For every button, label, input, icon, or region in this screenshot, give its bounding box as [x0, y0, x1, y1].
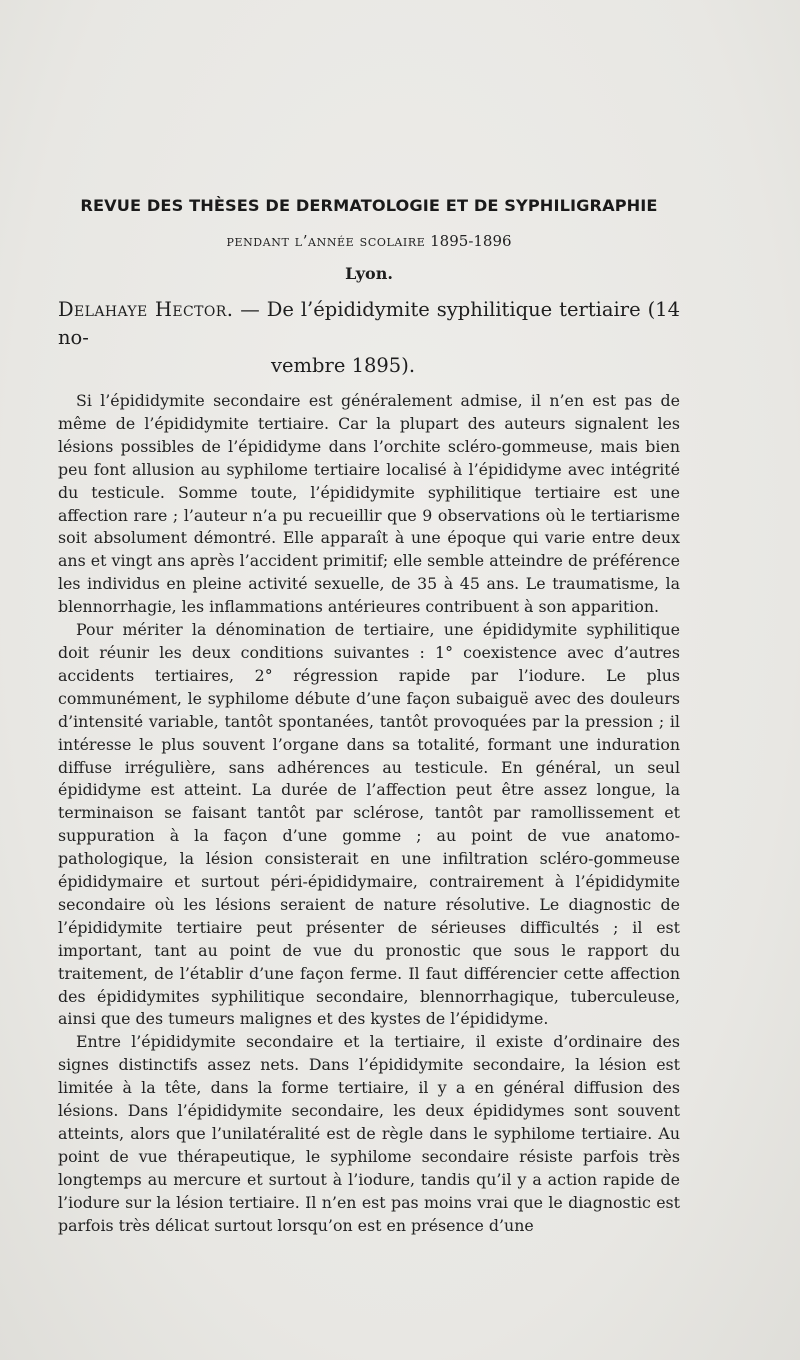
journal-title: REVUE DES THÈSES DE DERMATOLOGIE ET DE SYPHILIGRAPHIE — [80, 196, 658, 215]
thesis-title-line1: — De l’épididymite syphilitique tertiaire (14 no- — [58, 298, 680, 349]
subtitle — [58, 232, 680, 250]
thesis-title-line2: vembre 1895). — [271, 354, 416, 377]
paragraph-3: Entre l’épididymite secondaire et la tertiaire, il existe d’ordinaire des signes distinctifs assez nets. Dans l’épididymite secondaire, la lésion est limitée à la tête, dans la forme tertiaire, il y a en général diffusion des lésions. Dans l’épididymite secondaire, les deux épididymes sont souvent atteints, alors que l’unilatéralité est de règle dans le syphilome tertiaire. Au point de vue thérapeutique, le syphilome secondaire résiste parfois très longtemps au mercure et surtout à l’iodure, tandis qu’il y a action rapide de l’iodure sur la lésion tertiaire. Il n’en est pas moins vrai que le diagnostic est parfois très délicat surtout lorsqu’on est en présence d’une — [58, 1032, 680, 1235]
thesis-entry-heading — [58, 296, 680, 380]
thesis-summary — [58, 390, 680, 1238]
subtitle-years: 1895-1896 — [430, 232, 512, 250]
page-content — [58, 196, 680, 1238]
city-heading: Lyon. — [345, 264, 393, 283]
thesis-author: Delahaye Hector. — [58, 298, 234, 321]
paragraph-2: Pour mériter la dénomination de tertiaire, une épididymite syphilitique doit réunir les deux conditions suivantes : 1° coexistence avec d’autres accidents tertiaires, 2° régression rapide par l’iodure. Le plus communément, le syphilome débute d’une façon subaiguë avec des douleurs d’intensité variable, tantôt spontanées, tantôt provoquées par la pression ; il intéresse le plus souvent l’organe dans sa totalité, formant une induration diffuse irrégulière, sans adhérences au testicule. En général, un seul épididyme est atteint. La durée de l’affection peut être assez longue, la terminaison se faisant tantôt par sclérose, tantôt par ramollissement et suppuration à la façon d’une gomme ; au point de vue anatomo-pathologique, la lésion consisterait en une infiltration scléro-gommeuse épididymaire et surtout péri-épididymaire, contrairement à l’épididymite secondaire où les lésions seraient de nature résolutive. Le diagnostic de l’épididymite tertiaire peut présenter de sérieuses difficultés ; il est important, tant au point de vue du pronostic que sous le rapport du traitement, de l’établir d’une façon ferme. Il faut différencier cette affection des épididymites syphilitique secondaire, blennorrhagique, tuberculeuse, ainsi que des tumeurs malignes et des kystes de l’épididyme. — [58, 620, 680, 1029]
subtitle-text: pendant l’année scolaire — [226, 232, 426, 250]
paragraph-1: Si l’épididymite secondaire est généralement admise, il n’en est pas de même de l’épididymite tertiaire. Car la plupart des auteurs signalent les lésions possibles de l’épididyme dans l’orchite scléro-gommeuse, mais bien peu font allusion au syphilome tertiaire localisé à l’épididyme avec intégrité du testicule. Somme toute, l’épididymite syphilitique tertiaire est une affection rare ; l’auteur n’a pu recueillir que 9 observations où le tertiarisme soit absolument démontré. Elle apparaît à une époque qui varie entre deux ans et vingt ans après l’accident primitif; elle semble atteindre de préférence les individus en pleine activité sexuelle, de 35 à 45 ans. Le traumatisme, la blennorrhagie, les inflammations antérieures contribuent à son apparition. — [58, 391, 680, 617]
